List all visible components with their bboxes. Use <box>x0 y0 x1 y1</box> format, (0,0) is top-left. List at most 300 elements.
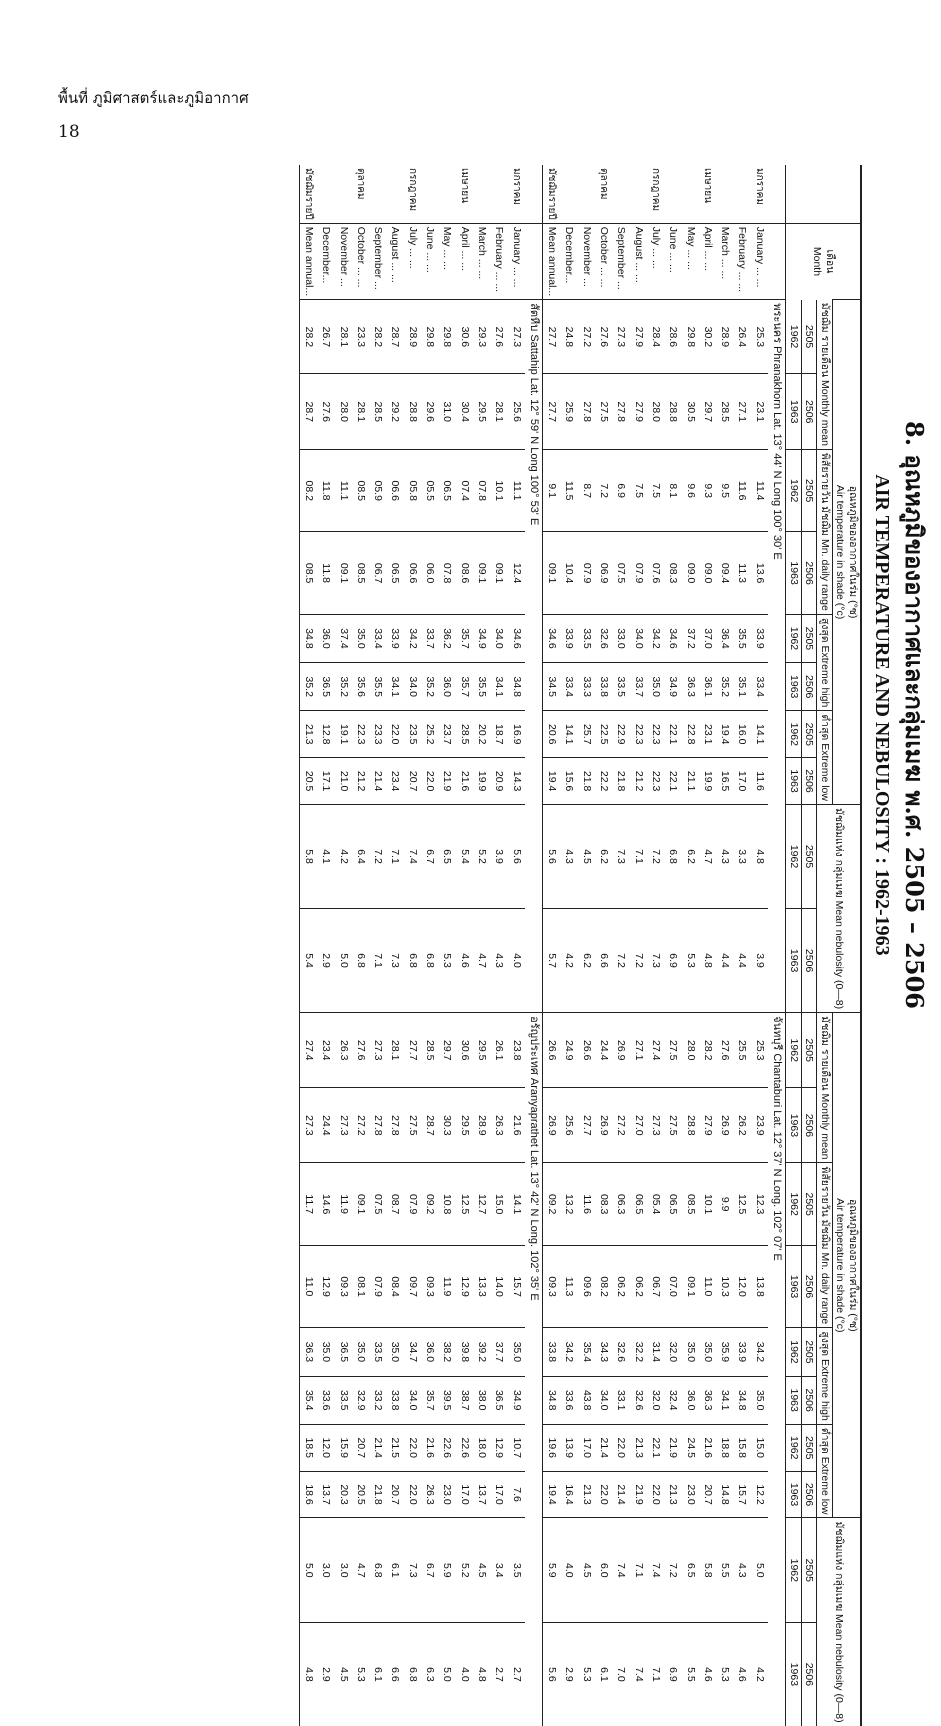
month-label: Mean annual... <box>542 223 560 299</box>
value-cell: 14.3 <box>507 758 524 805</box>
value-cell: 20.7 <box>404 758 421 805</box>
value-cell: 6.1 <box>595 1623 612 1726</box>
value-cell: 5.9 <box>438 1518 455 1623</box>
table-row <box>473 165 490 1726</box>
value-cell: 33.5 <box>577 614 594 662</box>
table-row <box>369 165 386 1726</box>
header-year-be: 2505 <box>801 614 817 662</box>
value-cell: 35.9 <box>716 1328 733 1376</box>
header-year-ad: 1962 <box>786 1328 802 1376</box>
value-cell: 09.1 <box>542 532 560 614</box>
value-cell: 17.0 <box>577 1424 594 1471</box>
value-cell: 29.7 <box>699 374 716 450</box>
value-cell: 33.5 <box>612 663 629 711</box>
value-cell: 22.0 <box>404 1471 421 1518</box>
value-cell: 21.8 <box>612 758 629 805</box>
month-label: November ... <box>577 223 594 299</box>
value-cell: 05.5 <box>421 450 438 532</box>
value-cell: 33.5 <box>369 1328 386 1376</box>
value-cell: 10.1 <box>490 450 507 532</box>
value-cell: 32.6 <box>595 614 612 662</box>
value-cell: 27.6 <box>716 1013 733 1088</box>
value-cell: 6.8 <box>352 909 369 1013</box>
table-header <box>786 165 861 1726</box>
value-cell: 06.6 <box>404 532 421 614</box>
value-cell: 4.5 <box>577 1518 594 1623</box>
season-label <box>577 165 594 223</box>
value-cell: 4.2 <box>750 1623 767 1726</box>
month-label: August ... ... <box>386 223 403 299</box>
value-cell: 2.9 <box>560 1623 577 1726</box>
value-cell: 6.2 <box>577 909 594 1013</box>
value-cell: 09.1 <box>352 1163 369 1245</box>
value-cell: 5.3 <box>681 909 698 1013</box>
table-row <box>455 165 472 1726</box>
value-cell: 12.7 <box>473 1163 490 1245</box>
month-label: February ... ... <box>733 223 750 299</box>
value-cell: 11.6 <box>577 1163 594 1245</box>
value-cell: 37.0 <box>699 614 716 662</box>
month-label: Mean annual... <box>299 223 317 299</box>
value-cell: 07.9 <box>629 532 646 614</box>
value-cell: 27.8 <box>612 374 629 450</box>
value-cell: 35.7 <box>421 1376 438 1424</box>
value-cell: 34.0 <box>629 614 646 662</box>
value-cell: 27.9 <box>699 1088 716 1163</box>
header-year-ad: 1962 <box>786 614 802 662</box>
value-cell: 08.7 <box>386 1163 403 1245</box>
value-cell: 27.1 <box>629 1013 646 1088</box>
value-cell: 14.6 <box>317 1163 334 1245</box>
value-cell: 28.9 <box>716 300 733 374</box>
value-cell: 3.0 <box>334 1518 351 1623</box>
value-cell: 22.0 <box>612 1424 629 1471</box>
header-monthly-mean: มัชฌิม รายเดือน Monthly mean <box>817 300 833 450</box>
value-cell: 6.8 <box>664 804 681 908</box>
value-cell: 09.0 <box>699 532 716 614</box>
season-label <box>733 165 750 223</box>
value-cell: 35.0 <box>317 1328 334 1376</box>
value-cell: 43.8 <box>577 1376 594 1424</box>
value-cell: 33.6 <box>317 1376 334 1424</box>
value-cell: 26.2 <box>733 1088 750 1163</box>
value-cell: 34.9 <box>664 663 681 711</box>
value-cell: 29.5 <box>455 1088 472 1163</box>
value-cell: 27.6 <box>317 374 334 450</box>
season-label: มกราคม <box>753 168 765 205</box>
value-cell: 08.3 <box>595 1163 612 1245</box>
value-cell: 7.2 <box>647 804 664 908</box>
value-cell: 06.6 <box>386 450 403 532</box>
value-cell: 09.3 <box>334 1245 351 1327</box>
value-cell: 27.5 <box>664 1013 681 1088</box>
value-cell: 36.0 <box>421 1328 438 1376</box>
value-cell: 20.3 <box>334 1471 351 1518</box>
header-year-ad: 1962 <box>786 711 802 758</box>
value-cell: 7.1 <box>629 1518 646 1623</box>
value-cell: 22.0 <box>421 758 438 805</box>
value-cell: 6.2 <box>595 804 612 908</box>
value-cell: 22.1 <box>647 1424 664 1471</box>
value-cell: 28.7 <box>421 1088 438 1163</box>
value-cell: 35.5 <box>473 663 490 711</box>
value-cell: 35.0 <box>507 1328 524 1376</box>
value-cell: 06.2 <box>612 1245 629 1327</box>
value-cell: 20.7 <box>699 1471 716 1518</box>
value-cell: 12.2 <box>750 1471 767 1518</box>
value-cell: 22.5 <box>595 711 612 758</box>
value-cell: 4.8 <box>699 909 716 1013</box>
season-label <box>369 165 386 223</box>
header-year-be: 2506 <box>801 374 817 450</box>
value-cell: 09.4 <box>716 532 733 614</box>
value-cell: 19.6 <box>542 1424 560 1471</box>
value-cell: 10.8 <box>438 1163 455 1245</box>
value-cell: 06.7 <box>647 1245 664 1327</box>
season-label <box>612 165 629 223</box>
month-label: December... <box>317 223 334 299</box>
header-year-ad: 1963 <box>786 1471 802 1518</box>
value-cell: 9.6 <box>681 450 698 532</box>
value-cell: 21.6 <box>455 758 472 805</box>
value-cell: 5.0 <box>299 1518 317 1623</box>
value-cell: 23.0 <box>438 1471 455 1518</box>
value-cell: 09.0 <box>681 532 698 614</box>
value-cell: 21.8 <box>577 758 594 805</box>
value-cell: 7.3 <box>386 909 403 1013</box>
value-cell: 21.9 <box>664 1424 681 1471</box>
value-cell: 33.9 <box>733 1328 750 1376</box>
season-label: ตุลาคม <box>354 168 366 200</box>
value-cell: 32.6 <box>629 1376 646 1424</box>
value-cell: 19.9 <box>473 758 490 805</box>
header-temperature-english: Air temperature in shade (°c) <box>834 484 847 620</box>
value-cell: 35.0 <box>681 1328 698 1376</box>
value-cell: 27.3 <box>612 300 629 374</box>
value-cell: 27.8 <box>386 1088 403 1163</box>
value-cell: 38.0 <box>473 1376 490 1424</box>
value-cell: 27.3 <box>647 1088 664 1163</box>
header-extreme-high: สูงสุด Extreme high <box>817 614 833 711</box>
value-cell: 22.0 <box>386 711 403 758</box>
value-cell: 28.7 <box>299 374 317 450</box>
value-cell: 05.4 <box>647 1163 664 1245</box>
value-cell: 35.0 <box>699 1328 716 1376</box>
station-spacer <box>525 165 543 223</box>
header-year-be: 2506 <box>801 909 817 1013</box>
value-cell: 20.7 <box>386 1471 403 1518</box>
value-cell: 26.3 <box>421 1471 438 1518</box>
header-year-be: 2506 <box>801 1623 817 1726</box>
value-cell: 6.8 <box>421 909 438 1013</box>
value-cell: 4.4 <box>716 909 733 1013</box>
value-cell: 7.5 <box>647 450 664 532</box>
value-cell: 06.5 <box>629 1163 646 1245</box>
value-cell: 36.0 <box>317 614 334 662</box>
value-cell: 11.9 <box>438 1245 455 1327</box>
value-cell: 6.1 <box>369 1623 386 1726</box>
value-cell: 35.0 <box>647 663 664 711</box>
value-cell: 25.6 <box>560 1088 577 1163</box>
header-year-be: 2505 <box>801 1424 817 1471</box>
value-cell: 4.8 <box>473 1623 490 1726</box>
value-cell: 22.1 <box>664 711 681 758</box>
value-cell: 5.3 <box>577 1623 594 1726</box>
value-cell: 08.3 <box>664 532 681 614</box>
value-cell: 7.2 <box>664 1518 681 1623</box>
table-row <box>421 165 438 1726</box>
value-cell: 7.1 <box>369 909 386 1013</box>
month-label: January ... ... <box>750 223 767 299</box>
value-cell: 09.1 <box>490 532 507 614</box>
table-row <box>733 165 750 1726</box>
value-cell: 27.9 <box>629 374 646 450</box>
value-cell: 6.1 <box>386 1518 403 1623</box>
value-cell: 15.8 <box>733 1424 750 1471</box>
value-cell: 34.0 <box>490 614 507 662</box>
value-cell: 35.0 <box>386 1328 403 1376</box>
value-cell: 4.7 <box>473 909 490 1013</box>
table-row <box>386 165 403 1726</box>
value-cell: 36.1 <box>699 663 716 711</box>
value-cell: 35.4 <box>299 1376 317 1424</box>
value-cell: 23.3 <box>352 300 369 374</box>
season-label: ตุลาคม <box>598 168 610 200</box>
rotated-table-sheet <box>50 165 940 1723</box>
value-cell: 27.7 <box>404 1013 421 1088</box>
table-row <box>404 165 421 1726</box>
value-cell: 7.1 <box>647 1623 664 1726</box>
value-cell: 22.0 <box>595 1471 612 1518</box>
value-cell: 14.1 <box>507 1163 524 1245</box>
value-cell: 5.9 <box>542 1518 560 1623</box>
value-cell: 19.4 <box>542 1471 560 1518</box>
value-cell: 26.6 <box>577 1013 594 1088</box>
header-year-ad: 1962 <box>786 804 802 908</box>
value-cell: 11.4 <box>750 450 767 532</box>
value-cell: 29.5 <box>473 374 490 450</box>
value-cell: 7.4 <box>647 1518 664 1623</box>
value-cell: 27.5 <box>404 1088 421 1163</box>
value-cell: 6.8 <box>369 1518 386 1623</box>
value-cell: 27.1 <box>733 374 750 450</box>
value-cell: 7.4 <box>612 1518 629 1623</box>
value-cell: 17.1 <box>317 758 334 805</box>
value-cell: 36.5 <box>490 1376 507 1424</box>
value-cell: 06.5 <box>438 450 455 532</box>
value-cell: 23.1 <box>699 711 716 758</box>
value-cell: 7.1 <box>386 804 403 908</box>
value-cell: 6.9 <box>664 1623 681 1726</box>
value-cell: 29.8 <box>438 300 455 374</box>
value-cell: 35.5 <box>369 663 386 711</box>
value-cell: 21.3 <box>577 1471 594 1518</box>
value-cell: 16.9 <box>507 711 524 758</box>
value-cell: 28.9 <box>473 1088 490 1163</box>
value-cell: 12.0 <box>317 1424 334 1471</box>
value-cell: 08.2 <box>595 1245 612 1327</box>
header-year-ad: 1962 <box>786 300 802 374</box>
value-cell: 34.8 <box>542 1376 560 1424</box>
table-row <box>647 165 664 1726</box>
value-cell: 35.0 <box>352 614 369 662</box>
value-cell: 08.6 <box>455 532 472 614</box>
header-year-ad: 1962 <box>786 1013 802 1088</box>
value-cell: 6.3 <box>421 1623 438 1726</box>
station-label-right: จันทบุรี Chantaburi Lat. 12° 37' N Long. 102° 07' E <box>768 1013 786 1726</box>
value-cell: 25.2 <box>421 711 438 758</box>
value-cell: 07.9 <box>577 532 594 614</box>
value-cell: 17.0 <box>733 758 750 805</box>
value-cell: 23.4 <box>386 758 403 805</box>
table-row <box>595 165 612 1726</box>
header-monthly-mean: มัชฌิม รายเดือน Monthly mean <box>817 1013 833 1163</box>
value-cell: 34.2 <box>750 1328 767 1376</box>
header-year-be: 2505 <box>801 1328 817 1376</box>
station-spacer <box>768 223 786 299</box>
value-cell: 09.7 <box>404 1245 421 1327</box>
header-year-ad: 1963 <box>786 758 802 805</box>
value-cell: 07.6 <box>647 532 664 614</box>
value-cell: 33.9 <box>560 614 577 662</box>
value-cell: 7.2 <box>595 450 612 532</box>
value-cell: 39.2 <box>473 1328 490 1376</box>
header-year-be: 2505 <box>801 1163 817 1245</box>
value-cell: 28.1 <box>352 374 369 450</box>
station-spacer <box>768 165 786 223</box>
value-cell: 27.7 <box>542 374 560 450</box>
table-row <box>507 165 524 1726</box>
month-label: September ... <box>369 223 386 299</box>
value-cell: 05.8 <box>404 450 421 532</box>
season-label <box>438 165 455 223</box>
value-cell: 18.0 <box>473 1424 490 1471</box>
value-cell: 16.0 <box>733 711 750 758</box>
value-cell: 14.1 <box>560 711 577 758</box>
value-cell: 30.4 <box>455 374 472 450</box>
value-cell: 35.0 <box>352 1328 369 1376</box>
value-cell: 34.2 <box>647 614 664 662</box>
value-cell: 06.0 <box>421 532 438 614</box>
value-cell: 14.0 <box>490 1245 507 1327</box>
value-cell: 06.9 <box>595 532 612 614</box>
header-year-be: 2505 <box>801 450 817 532</box>
value-cell: 27.7 <box>577 1088 594 1163</box>
value-cell: 34.3 <box>595 1328 612 1376</box>
value-cell: 28.4 <box>647 300 664 374</box>
season-label <box>490 165 507 223</box>
value-cell: 35.2 <box>299 663 317 711</box>
value-cell: 34.8 <box>733 1376 750 1424</box>
month-label: February ... ... <box>490 223 507 299</box>
value-cell: 27.3 <box>299 1088 317 1163</box>
value-cell: 22.8 <box>681 711 698 758</box>
value-cell: 5.3 <box>716 1623 733 1726</box>
value-cell: 19.4 <box>716 711 733 758</box>
value-cell: 13.8 <box>750 1245 767 1327</box>
value-cell: 12.0 <box>733 1245 750 1327</box>
value-cell: 12.9 <box>490 1424 507 1471</box>
value-cell: 30.6 <box>455 300 472 374</box>
value-cell: 21.6 <box>421 1424 438 1471</box>
header-extreme-high: สูงสุด Extreme high <box>817 1328 833 1425</box>
value-cell: 29.2 <box>386 374 403 450</box>
value-cell: 11.9 <box>334 1163 351 1245</box>
header-temperature-group <box>832 1013 861 1518</box>
value-cell: 5.0 <box>750 1518 767 1623</box>
header-temperature-thai: อุณหภูมิของอากาศในร่ม (°ซ) <box>847 1198 859 1332</box>
value-cell: 21.4 <box>612 1471 629 1518</box>
value-cell: 22.3 <box>647 758 664 805</box>
value-cell: 12.5 <box>455 1163 472 1245</box>
value-cell: 11.6 <box>750 758 767 805</box>
value-cell: 26.9 <box>542 1088 560 1163</box>
month-label: June ... ... <box>421 223 438 299</box>
value-cell: 20.6 <box>542 711 560 758</box>
value-cell: 4.3 <box>716 804 733 908</box>
station-label-right: อรัญประเทศ Aranyaprathet Lat. 13° 42' N Long. 102° 35' E <box>525 1013 543 1726</box>
header-year-be: 2505 <box>801 804 817 908</box>
value-cell: 21.5 <box>386 1424 403 1471</box>
value-cell: 4.5 <box>473 1518 490 1623</box>
header-year-ad: 1963 <box>786 663 802 711</box>
value-cell: 35.2 <box>421 663 438 711</box>
header-year-ad: 1963 <box>786 374 802 450</box>
value-cell: 33.7 <box>629 663 646 711</box>
table-row <box>317 165 334 1726</box>
value-cell: 5.5 <box>716 1518 733 1623</box>
value-cell: 29.3 <box>473 300 490 374</box>
month-label: November ... <box>334 223 351 299</box>
value-cell: 6.6 <box>595 909 612 1013</box>
value-cell: 28.8 <box>681 1088 698 1163</box>
value-cell: 7.2 <box>369 804 386 908</box>
value-cell: 11.0 <box>299 1245 317 1327</box>
value-cell: 07.9 <box>369 1245 386 1327</box>
value-cell: 27.4 <box>647 1013 664 1088</box>
season-label <box>681 165 698 223</box>
value-cell: 26.7 <box>317 300 334 374</box>
value-cell: 4.3 <box>490 909 507 1013</box>
value-cell: 12.9 <box>455 1245 472 1327</box>
table-row <box>750 165 767 1726</box>
header-year-ad: 1962 <box>786 450 802 532</box>
value-cell: 38.7 <box>455 1376 472 1424</box>
value-cell: 38.2 <box>438 1328 455 1376</box>
value-cell: 25.9 <box>560 374 577 450</box>
value-cell: 07.8 <box>473 450 490 532</box>
value-cell: 39.5 <box>438 1376 455 1424</box>
value-cell: 32.6 <box>612 1328 629 1376</box>
value-cell: 35.0 <box>750 1376 767 1424</box>
value-cell: 33.1 <box>612 1376 629 1424</box>
value-cell: 36.3 <box>699 1376 716 1424</box>
month-label: July ... ... <box>647 223 664 299</box>
value-cell: 07.4 <box>455 450 472 532</box>
table-row <box>699 165 716 1726</box>
value-cell: 3.4 <box>490 1518 507 1623</box>
season-label <box>386 165 403 223</box>
value-cell: 35.2 <box>334 663 351 711</box>
season-label <box>473 165 490 223</box>
header-year-be: 2505 <box>801 1013 817 1088</box>
value-cell: 36.0 <box>438 663 455 711</box>
value-cell: 36.4 <box>716 614 733 662</box>
table-row <box>490 165 507 1726</box>
value-cell: 12.5 <box>733 1163 750 1245</box>
page-number: 18 <box>58 122 80 142</box>
value-cell: 17.0 <box>455 1471 472 1518</box>
